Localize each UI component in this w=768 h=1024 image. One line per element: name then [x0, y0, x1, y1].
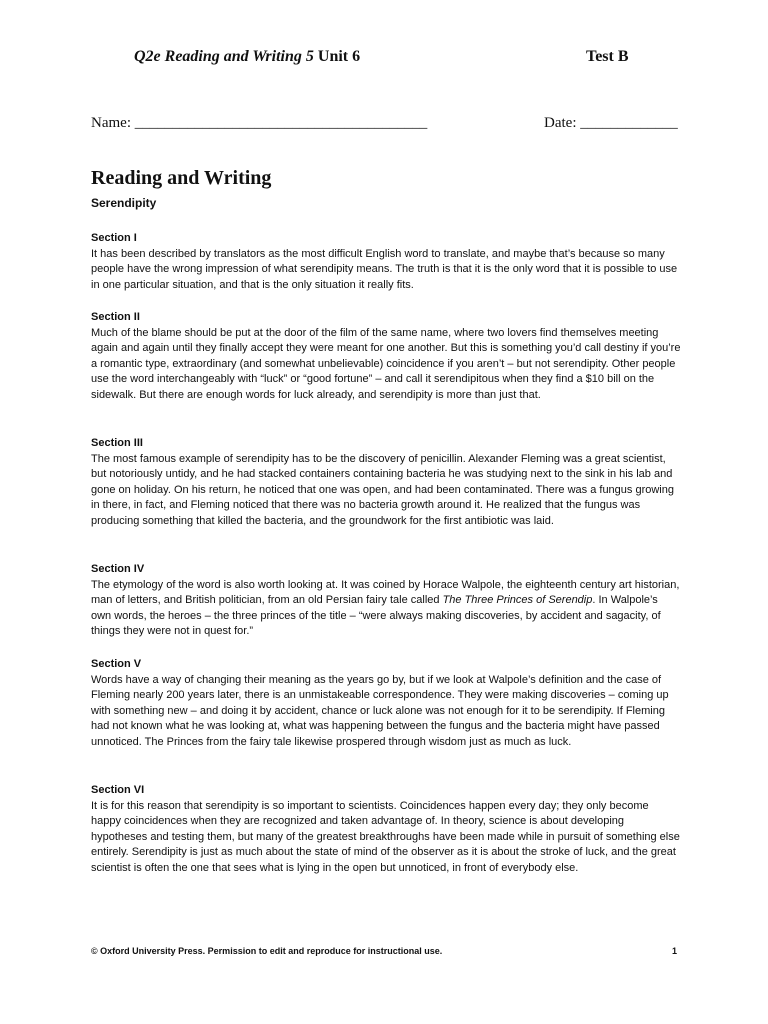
section-text: Words have a way of changing their meaning as the years go by, but if we look at Walpole’s definition and the case of Fleming nearly 200 years later, there is an unmistakeable correspondence. They were making discoveries – coming up with something new – and doing it by accident, chance or luck alone was not enough for it to be serendipity. If Fleming had not known what he was looking at, what was happening between the fungus and the bacteria might have passed unnoticed. The Princes from the fairy tale likewise prospered through wisdom just as much as luck. — [91, 673, 669, 748]
name-field: Name: _______________________________________ — [91, 115, 428, 131]
section-title: Section II — [91, 311, 140, 323]
section-text: It is for this reason that serendipity is so important to scientists. Coincidences happen every day; they only become happy coincidences when they are recognized and taken advantage of. In theory, science is about developing hypotheses and testing them, but many of the greatest breakthroughs have been made while in pursuit of something else entirely. Serendipity is just as much about the state of mind of the observer as it is about the stroke of luck, and the great scientist is often the one that sees what is lying in the open but unnoticed, in front of everybody else. — [91, 799, 680, 874]
section-title: Section IV — [91, 563, 145, 575]
section-3 — [91, 436, 681, 530]
fairy-tale-title: The Three Princes of Serendip — [442, 594, 593, 607]
book-title: Q2e Reading and Writing 5 — [134, 48, 314, 65]
section-6 — [91, 783, 681, 877]
page-heading: Reading and Writing — [91, 167, 272, 189]
section-text: The most famous example of serendipity has to be the discovery of penicillin. Alexander Fleming was a great scientist, but notoriously untidy, and he had stacked containers containing bacteria he was studying next to the sink in his lab and gone on holiday. On his return, he noticed that one was open, and had been contaminated. There was a fungus growing in there, in fact, and Fleming noticed that there was no bacteria growth around it. He realized that the fungus was producing something that killed the bacteria, and the groundwork for the first antibiotic was laid. — [91, 452, 674, 527]
header-title — [134, 48, 360, 66]
page-number: 1 — [672, 946, 678, 956]
section-text: The etymology of the word is also worth looking at. It was coined by Horace Walpole, the eighteenth century art historian, man of letters, and British politician, from an old Persian fairy tale called The Three Princes of Serendip. In Walpole’s own words, the heroes – the three princes of the title – “were always making discoveries, by accident and sagacity, of things they were not in quest for.” — [91, 578, 680, 638]
section-title: Section I — [91, 232, 137, 244]
copyright-footer: © Oxford University Press. Permission to edit and reproduce for instructional use. — [91, 946, 443, 956]
section-title: Section VI — [91, 784, 145, 796]
section-5 — [91, 657, 681, 751]
date-field: Date: _____________ — [544, 115, 678, 131]
section-title: Section III — [91, 437, 143, 449]
section-text: It has been described by translators as the most difficult English word to translate, and maybe that’s because so many people have the wrong impression of what serendipity means. The truth is that it is the only word that it is possible to use in one particular situation, and that is the only situation it really fits. — [91, 247, 678, 291]
section-4 — [91, 562, 681, 640]
test-label: Test B — [586, 48, 629, 65]
section-2 — [91, 310, 681, 404]
article-title: Serendipity — [91, 196, 157, 210]
unit-label: Unit 6 — [313, 48, 361, 65]
section-title: Section V — [91, 658, 142, 670]
section-1 — [91, 231, 681, 293]
section-text: Much of the blame should be put at the door of the film of the same name, where two lovers find themselves meeting again and again until they finally accept they were meant for one another. But this is something you’d call destiny if you’re a romantic type, extraordinary (and somewhat unbelievable) coincidence if you aren’t – but not serendipity. Other people use the word interchangeably with “luck” or “good fortune” – and call it serendipitous when they find a $10 bill on the sidewalk. But there are enough words for luck already, and serendipity is more than just that. — [91, 326, 681, 401]
